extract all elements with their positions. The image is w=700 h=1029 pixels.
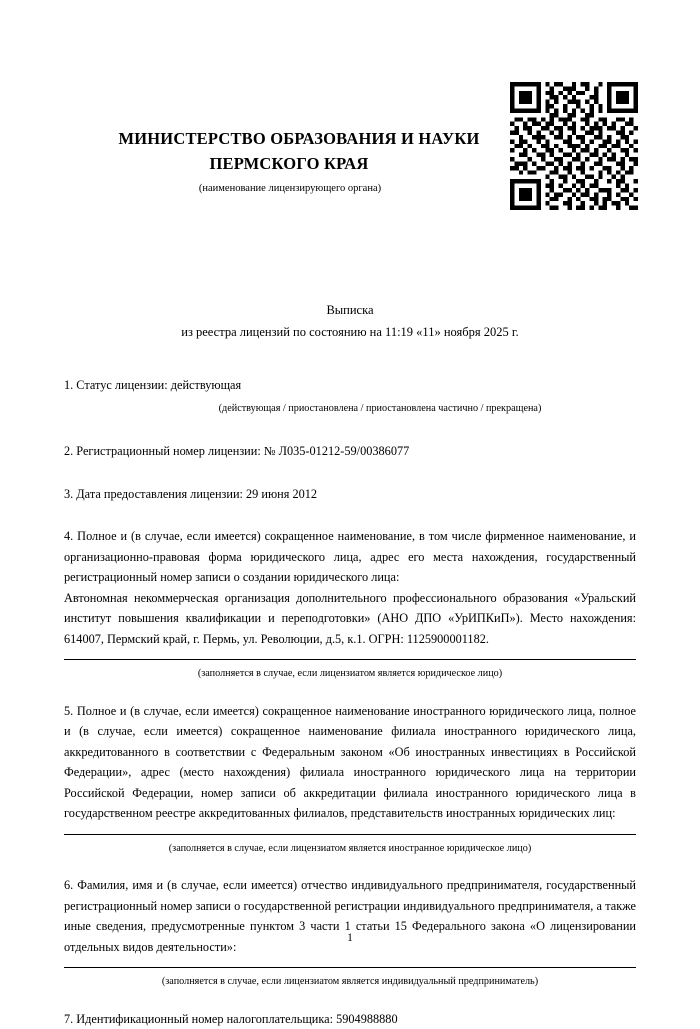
item-inn — [64, 1009, 636, 1029]
ministry-subtitle: (наименование лицензирующего органа) — [0, 183, 700, 194]
document-kind — [64, 300, 636, 343]
document-kind-line-1: Выписка — [64, 300, 636, 321]
document-header — [0, 126, 700, 194]
item-legal-entity — [64, 526, 636, 685]
ministry-title-line-2: ПЕРМСКОГО КРАЯ — [0, 151, 700, 176]
item-status-text: 1. Статус лицензии: действующая — [64, 375, 636, 396]
item-inn-text: 7. Идентификационный номер налогоплательщика: 5904988880 — [64, 1009, 636, 1029]
item-foreign-entity-text: 5. Полное и (в случае, если имеется) сокращенное наименование иностранного юридического лица, полное и (в случае, если имеется) сокращенное наименование филиала иностранного юридического лица, аккредитованного в соответствии с Федеральным законом «Об иностранных инвестициях в Российской Федерации», адрес (место нахождения) филиала иностранного юридического лица на территории Российской Федерации, номер записи об аккредитации филиала иностранного юридического лица в государственном реестре аккредитованных филиалов, представительств иностранных юридических лиц: — [64, 701, 636, 824]
ministry-title-line-1: МИНИСТЕРСТВО ОБРАЗОВАНИЯ И НАУКИ — [0, 126, 700, 151]
divider-individual-entrepreneur — [64, 967, 636, 968]
document-kind-line-2: из реестра лицензий по состоянию на 11:19 «11» ноября 2025 г. — [64, 322, 636, 343]
divider-foreign-entity — [64, 834, 636, 835]
item-reg-number — [64, 441, 636, 462]
item-status — [64, 375, 636, 419]
item-legal-entity-text: 4. Полное и (в случае, если имеется) сокращенное наименование, в том числе фирменное наименование, и организационно-правовая форма юридического лица, адрес его места нахождения, государственный регистрационный номер записи о создании юридического лица: — [64, 526, 636, 588]
item-legal-entity-note: (заполняется в случае, если лицензиатом является юридическое лицо) — [64, 664, 636, 685]
item-foreign-entity — [64, 701, 636, 860]
item-issue-date — [64, 484, 636, 505]
document-content — [64, 300, 636, 1029]
item-legal-entity-value: Автономная некоммерческая организация дополнительного профессионального образования «Уральский институт повышения квалификации и переподготовки» (АНО ДПО «УрИПКиП»). Место нахождения: 614007, Пермский край, г. Пермь, ул. Революции, д.5, к.1. ОГРН: 1125900001182. — [64, 588, 636, 650]
item-individual-entrepreneur-note: (заполняется в случае, если лицензиатом является индивидуальный предприниматель) — [64, 972, 636, 993]
item-foreign-entity-note: (заполняется в случае, если лицензиатом является иностранное юридическое лицо) — [64, 839, 636, 860]
item-status-note: (действующая / приостановлена / приостановлена частично / прекращена) — [64, 399, 636, 420]
divider-legal-entity — [64, 659, 636, 660]
page-number: 1 — [0, 932, 700, 944]
item-issue-date-text: 3. Дата предоставления лицензии: 29 июня 2012 — [64, 484, 636, 505]
item-individual-entrepreneur-text: 6. Фамилия, имя и (в случае, если имеется) отчество индивидуального предпринимателя, государственный регистрационный номер записи о государственной регистрации индивидуального предпринимателя, а также иные сведения, предусмотренные пунктом 3 части 1 статьи 15 Федерального закона «О лицензировании отдельных видов деятельности»: — [64, 875, 636, 957]
item-reg-number-text: 2. Регистрационный номер лицензии: № Л035-01212-59/00386077 — [64, 441, 636, 462]
